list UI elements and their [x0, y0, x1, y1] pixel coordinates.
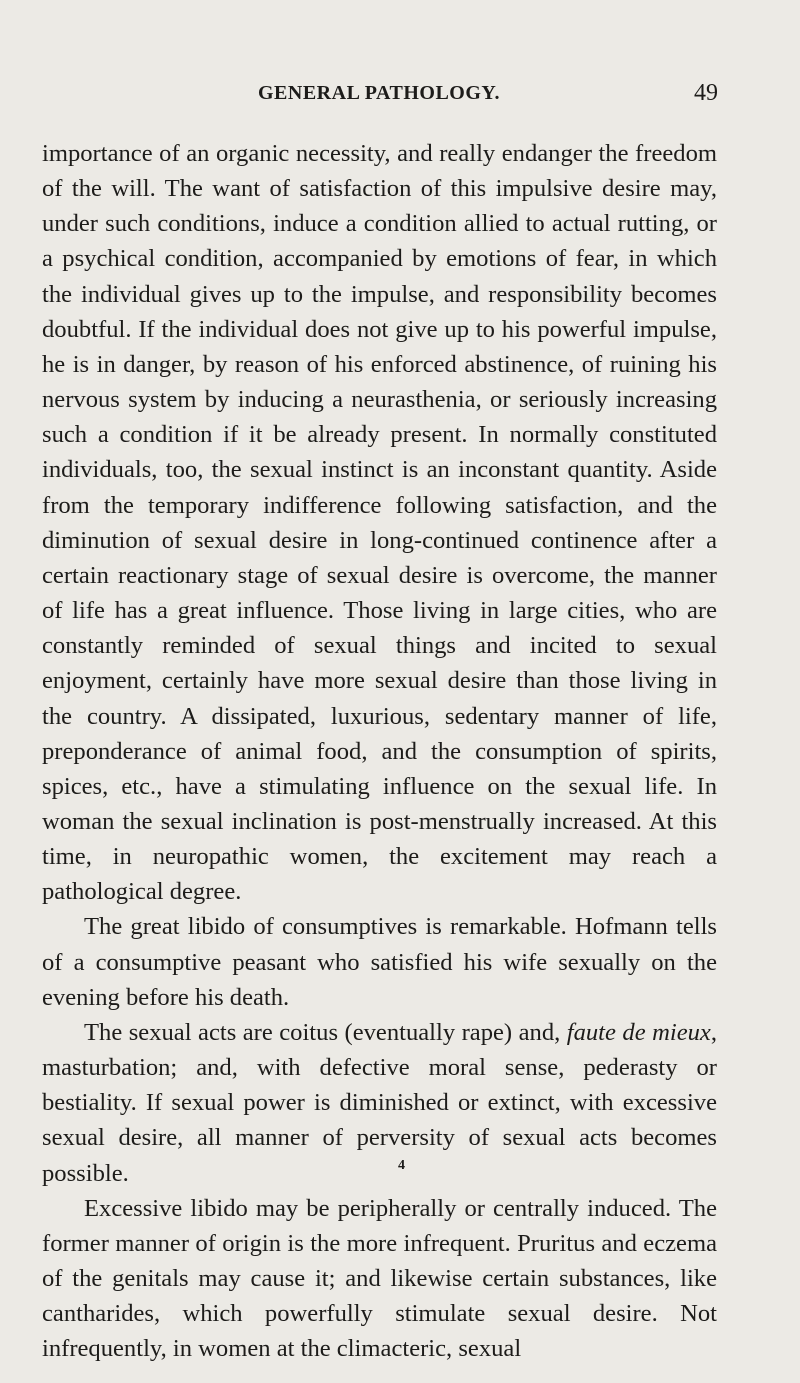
paragraph-text: The sexual acts are coitus (eventually rape) and, — [84, 1018, 567, 1046]
paragraph: Excessive libido may be peripherally or centrally induced. The former manner of origin is the more infrequent. Pruritus and eczema of the genitals may cause it; and likewise certain substances, like cantharides, which powerfully stimulate sexual desire. Not infrequently, in women at the climacteric, sexual — [42, 1194, 717, 1363]
paragraph — [42, 1015, 717, 1191]
body-text — [42, 136, 717, 1366]
running-head: GENERAL PATHOLOGY. — [258, 82, 501, 104]
paragraph: The great libido of consumptives is remarkable. Hofmann tells of a consumptive peasant who satisfied his wife sexually on the evening before his death. — [42, 913, 717, 1011]
italic-phrase: faute de mieux — [566, 1018, 711, 1046]
page-header — [258, 82, 718, 112]
paragraph-text: , masturbation; and, with defective moral sense, pederasty or bestiality. If sexual power is diminished or extinct, with excessive sexual desire, all manner of perversity of sexual acts becomes possible. — [42, 1018, 717, 1187]
page-number: 49 — [694, 80, 718, 106]
paragraph: importance of an organic necessity, and really endanger the freedom of the will. The want of satisfaction of this impulsive desire may, under such conditions, induce a condition allied to actual rutting, or a psychical condition, accompanied by emotions of fear, in which the individual gives up to the impulse, and responsibility becomes doubtful. If the individual does not give up to his powerful impulse, he is in danger, by reason of his enforced abstinence, of ruining his nervous system by inducing a neurasthenia, or seriously increasing such a condition if it be already present. In normally constituted individuals, too, the sexual instinct is an inconstant quantity. Aside from the temporary indifference following satisfaction, and the diminution of sexual desire in long-continued continence after a certain reactionary stage of sexual desire is overcome, the manner of life has a great influence. Those living in large cities, who are constantly reminded of sexual things and incited to sexual enjoyment, certainly have more sexual desire than those living in the country. A dissipated, luxurious, sedentary manner of life, preponderance of animal food, and the consumption of spirits, spices, etc., have a stimulating influence on the sexual life. In woman the sexual inclination is post-menstrually increased. At this time, in neuropathic women, the excitement may reach a pathological degree. — [42, 140, 717, 906]
signature-mark: 4 — [398, 1158, 405, 1173]
